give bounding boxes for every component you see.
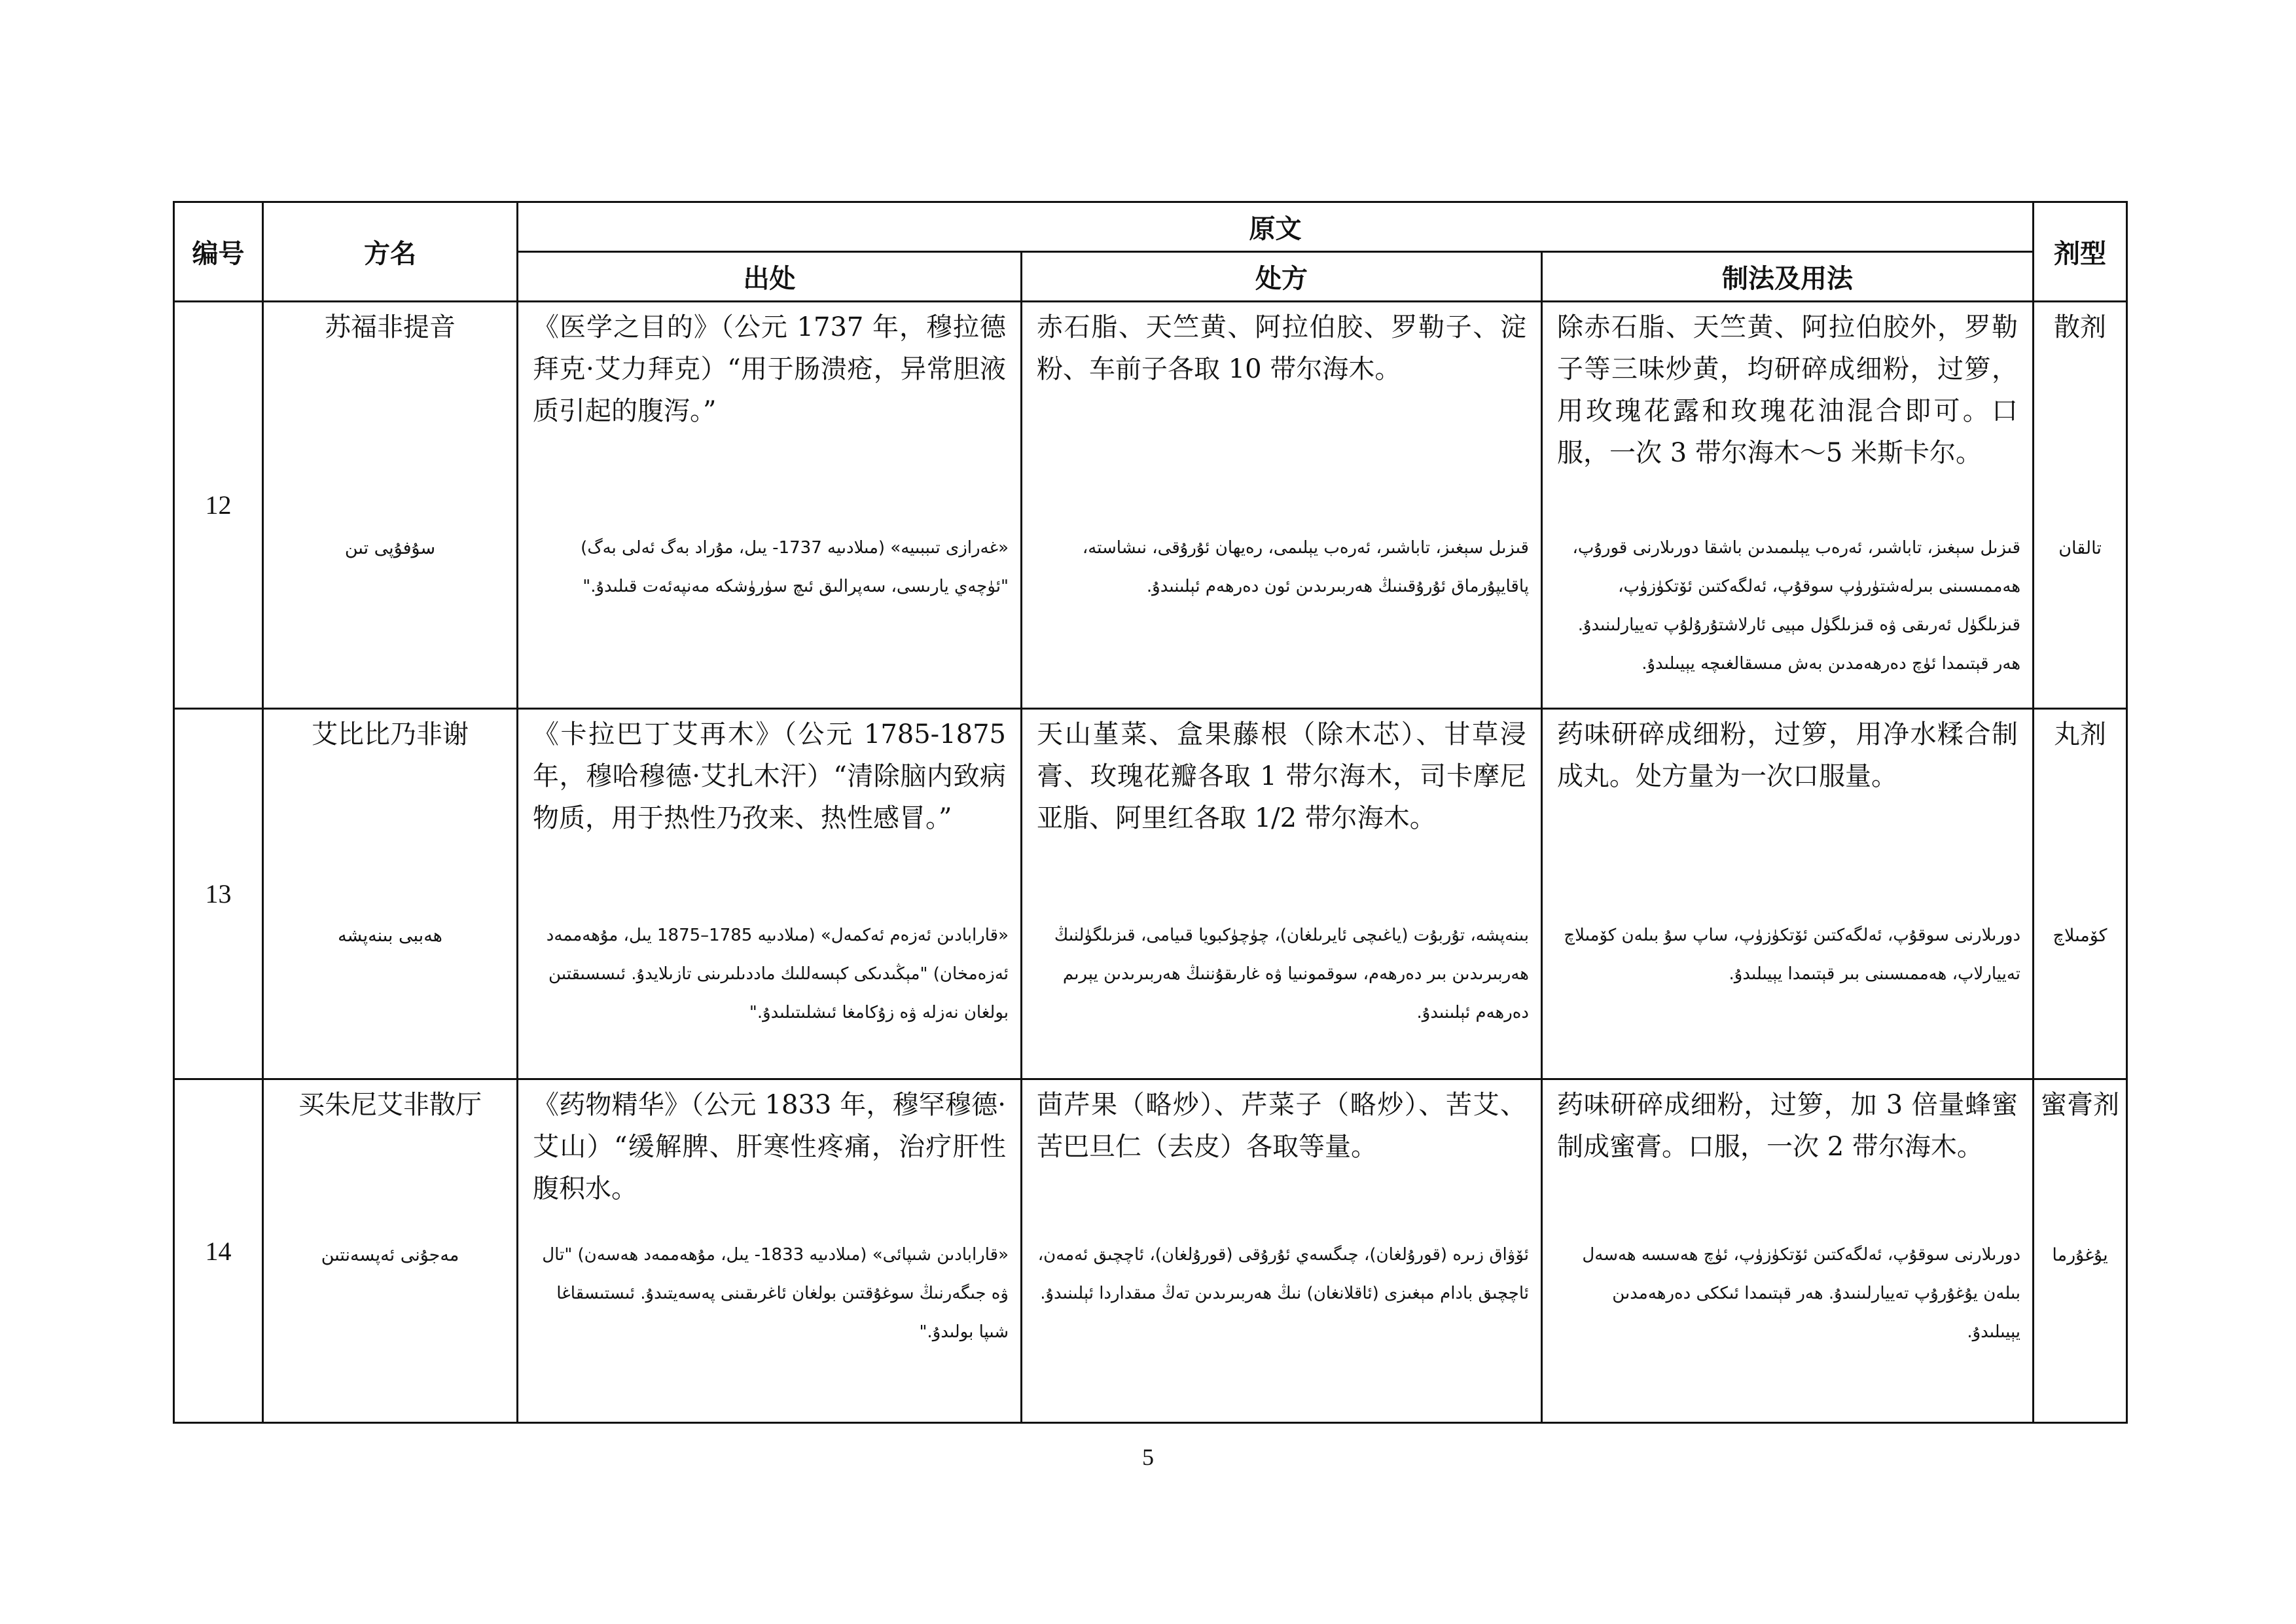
table-row — [174, 302, 2127, 709]
dosage-form-cell — [2034, 709, 2127, 1079]
source-ug: «غەرازى تىببىيە» (مىلادىيە 1737- يىل، مۇراد بەگ ئەلى بەگ) "ئۈچەي يارىسى، سەپرالىق ئىچ سۈرۈشكە مەنپەئەت قىلىدۇ." — [581, 538, 1009, 596]
preparation-cell — [1542, 302, 2034, 709]
source-cell — [518, 302, 1022, 709]
preparation-zh: 除赤石脂、天竺黄、阿拉伯胶外，罗勒子等三味炒黄，均研碎成细粉，过箩，用玫瑰花露和玫瑰花油混合即可。口服，一次 3 带尔海木～5 米斯卡尔。 — [1557, 312, 2018, 468]
dosage-form-zh: 蜜膏剂 — [2041, 1090, 2120, 1120]
row-number: 12 — [174, 302, 263, 709]
table-row — [174, 709, 2127, 1079]
name-cell — [263, 302, 518, 709]
prescription-ug: بىنەپشە، تۇربۇت (ياغىچى ئايرىلغان)، چۈچۈكبويا قىيامى، قىزىلگۈلنىڭ ھەربىرىدىن بىر دەرھەم، سوقمونىيا ۋە غارىقۇننىڭ ھەربىرىدىن يېرىم دەرھەم ئېلىنىدۇ. — [1054, 926, 1529, 1022]
dosage-form-ug: يۇغۇرما — [2052, 1245, 2108, 1265]
row-number: 14 — [174, 1079, 263, 1423]
source-zh: 《药物精华》（公元 1833 年，穆罕穆德·艾山）“缓解脾、肝寒性疼痛，治疗肝性腹积水。 — [533, 1090, 1006, 1204]
source-zh: 《卡拉巴丁艾再木》（公元 1785-1875 年，穆哈穆德·艾扎木汗）“清除脑内致病物质，用于热性乃孜来、热性感冒。” — [533, 719, 1006, 833]
prescription-cell — [1022, 1079, 1542, 1423]
dosage-form-cell — [2034, 1079, 2127, 1423]
page-number: 5 — [1142, 1444, 1154, 1470]
preparation-zh: 药味研碎成细粉，过箩，用净水糅合制成丸。处方量为一次口服量。 — [1557, 719, 2018, 791]
prescription-zh: 赤石脂、天竺黄、阿拉伯胶、罗勒子、淀粉、车前子各取 10 带尔海木。 — [1037, 312, 1526, 384]
source-ug: «قارابادىن شىپائى» (مىلادىيە 1833- يىل، مۇھەممەد ھەسەن) "تال ۋە جىگەرنىڭ سوغۇقتىن بولغان ئاغرىقىنى پەسەيتىدۇ. ئىستىسقاغا شىپا بولىدۇ." — [542, 1245, 1009, 1342]
name-ug: سۇفۇپى تىن — [344, 538, 436, 558]
name-zh: 买朱尼艾非散厅 — [298, 1090, 482, 1120]
dosage-form-zh: 散剂 — [2054, 312, 2107, 342]
header-name: 方名 — [263, 202, 518, 302]
name-ug: ھەببى بىنەپشە — [338, 926, 442, 946]
name-cell — [263, 709, 518, 1079]
formulary-table — [173, 201, 2128, 1424]
prescription-cell — [1022, 302, 1542, 709]
header-prescription: 处方 — [1022, 252, 1542, 302]
prescription-zh: 茴芹果（略炒）、芹菜子（略炒）、苦艾、苦巴旦仁（去皮）各取等量。 — [1037, 1090, 1526, 1162]
dosage-form-zh: 丸剂 — [2054, 719, 2107, 749]
prescription-zh: 天山堇菜、盒果藤根（除木芯）、甘草浸膏、玫瑰花瓣各取 1 带尔海木，司卡摩尼亚脂、阿里红各取 1/2 带尔海木。 — [1037, 719, 1526, 833]
header-original: 原文 — [518, 202, 2034, 252]
name-ug: مەجۇنى ئەپسەنتىن — [321, 1245, 459, 1265]
dosage-form-ug: كۆمىلاچ — [2053, 926, 2108, 946]
source-cell — [518, 709, 1022, 1079]
name-zh: 苏福非提音 — [325, 312, 456, 342]
name-cell — [263, 1079, 518, 1423]
preparation-ug: قىزىل سېغىز، تاباشىر، ئەرەب يېلىمىدىن باشقا دورىلارنى قورۇپ، ھەممىسىنى بىرلەشتۈرۈپ سوقۇپ، ئەلگەكتىن ئۆتكۈزۈپ، قىزىلگۈل ئەرىقى ۋە قىزىلگۈل مېيى ئارلاشتۇرۇلۇپ تەييارلىنىدۇ. ھەر قېتىمدا ئۈچ دەرھەمدىن بەش مىسقالغىچە يېيىلىدۇ. — [1572, 538, 2021, 674]
preparation-cell — [1542, 1079, 2034, 1423]
header-dosage-form: 剂型 — [2034, 202, 2127, 302]
header-number: 编号 — [174, 202, 263, 302]
preparation-ug: دورىلارنى سوقۇپ، ئەلگەكتىن ئۆتكۈزۈپ، ئۈچ ھەسسە ھەسەل بىلەن يۇغۇرۇپ تەييارلىنىدۇ. ھەر قېتىمدا ئىككى دەرھەمدىن يېيىلىدۇ. — [1582, 1245, 2021, 1342]
preparation-ug: دورىلارنى سوقۇپ، ئەلگەكتىن ئۆتكۈزۈپ، ساپ سۇ بىلەن كۆمىلاچ تەييارلاپ، ھەممىسىنى بىر قېتىمدا يېيىلىدۇ. — [1564, 926, 2021, 984]
prescription-ug: قىزىل سېغىز، تاباشىر، ئەرەب يېلىمى، رەيھان ئۇرۇقى، نىشاستە، پاقايپۇرماق ئۇرۇقىنىڭ ھەربىرىدىن ئون دەرھەم ئېلىنىدۇ. — [1082, 538, 1529, 596]
source-zh: 《医学之目的》（公元 1737 年，穆拉德拜克·艾力拜克）“用于肠溃疮，异常胆液质引起的腹泻。” — [533, 312, 1006, 426]
name-zh: 艾比比乃非谢 — [312, 719, 469, 749]
dosage-form-cell — [2034, 302, 2127, 709]
prescription-ug: ئۆۋاق زىرە (قورۇلغان)، چىگسەي ئۇرۇقى (قورۇلغان)، ئاچچىق ئەمەن، ئاچچىق بادام مېغىزى (ئاقلانغان) نىڭ ھەربىرىدىن تەڭ مىقداردا ئېلىنىدۇ. — [1037, 1245, 1529, 1303]
table-row — [174, 1079, 2127, 1423]
row-number: 13 — [174, 709, 263, 1079]
preparation-cell — [1542, 709, 2034, 1079]
preparation-zh: 药味研碎成细粉，过箩，加 3 倍量蜂蜜制成蜜膏。口服，一次 2 带尔海木。 — [1557, 1090, 2018, 1162]
dosage-form-ug: تالقان — [2058, 538, 2102, 558]
header-source: 出处 — [518, 252, 1022, 302]
source-ug: «قارابادىن ئەزەم ئەكمەل» (مىلادىيە 1785–1875 يىل، مۇھەممەد ئەزەمخان) "مېڭىدىكى كېسەللىك ماددىلىرىنى تازىلايدۇ. ئىسسىقتىن بولغان نەزلە ۋە زۇكامغا ئىشلىتىلىدۇ." — [546, 926, 1009, 1022]
prescription-cell — [1022, 709, 1542, 1079]
header-preparation: 制法及用法 — [1542, 252, 2034, 302]
source-cell — [518, 1079, 1022, 1423]
